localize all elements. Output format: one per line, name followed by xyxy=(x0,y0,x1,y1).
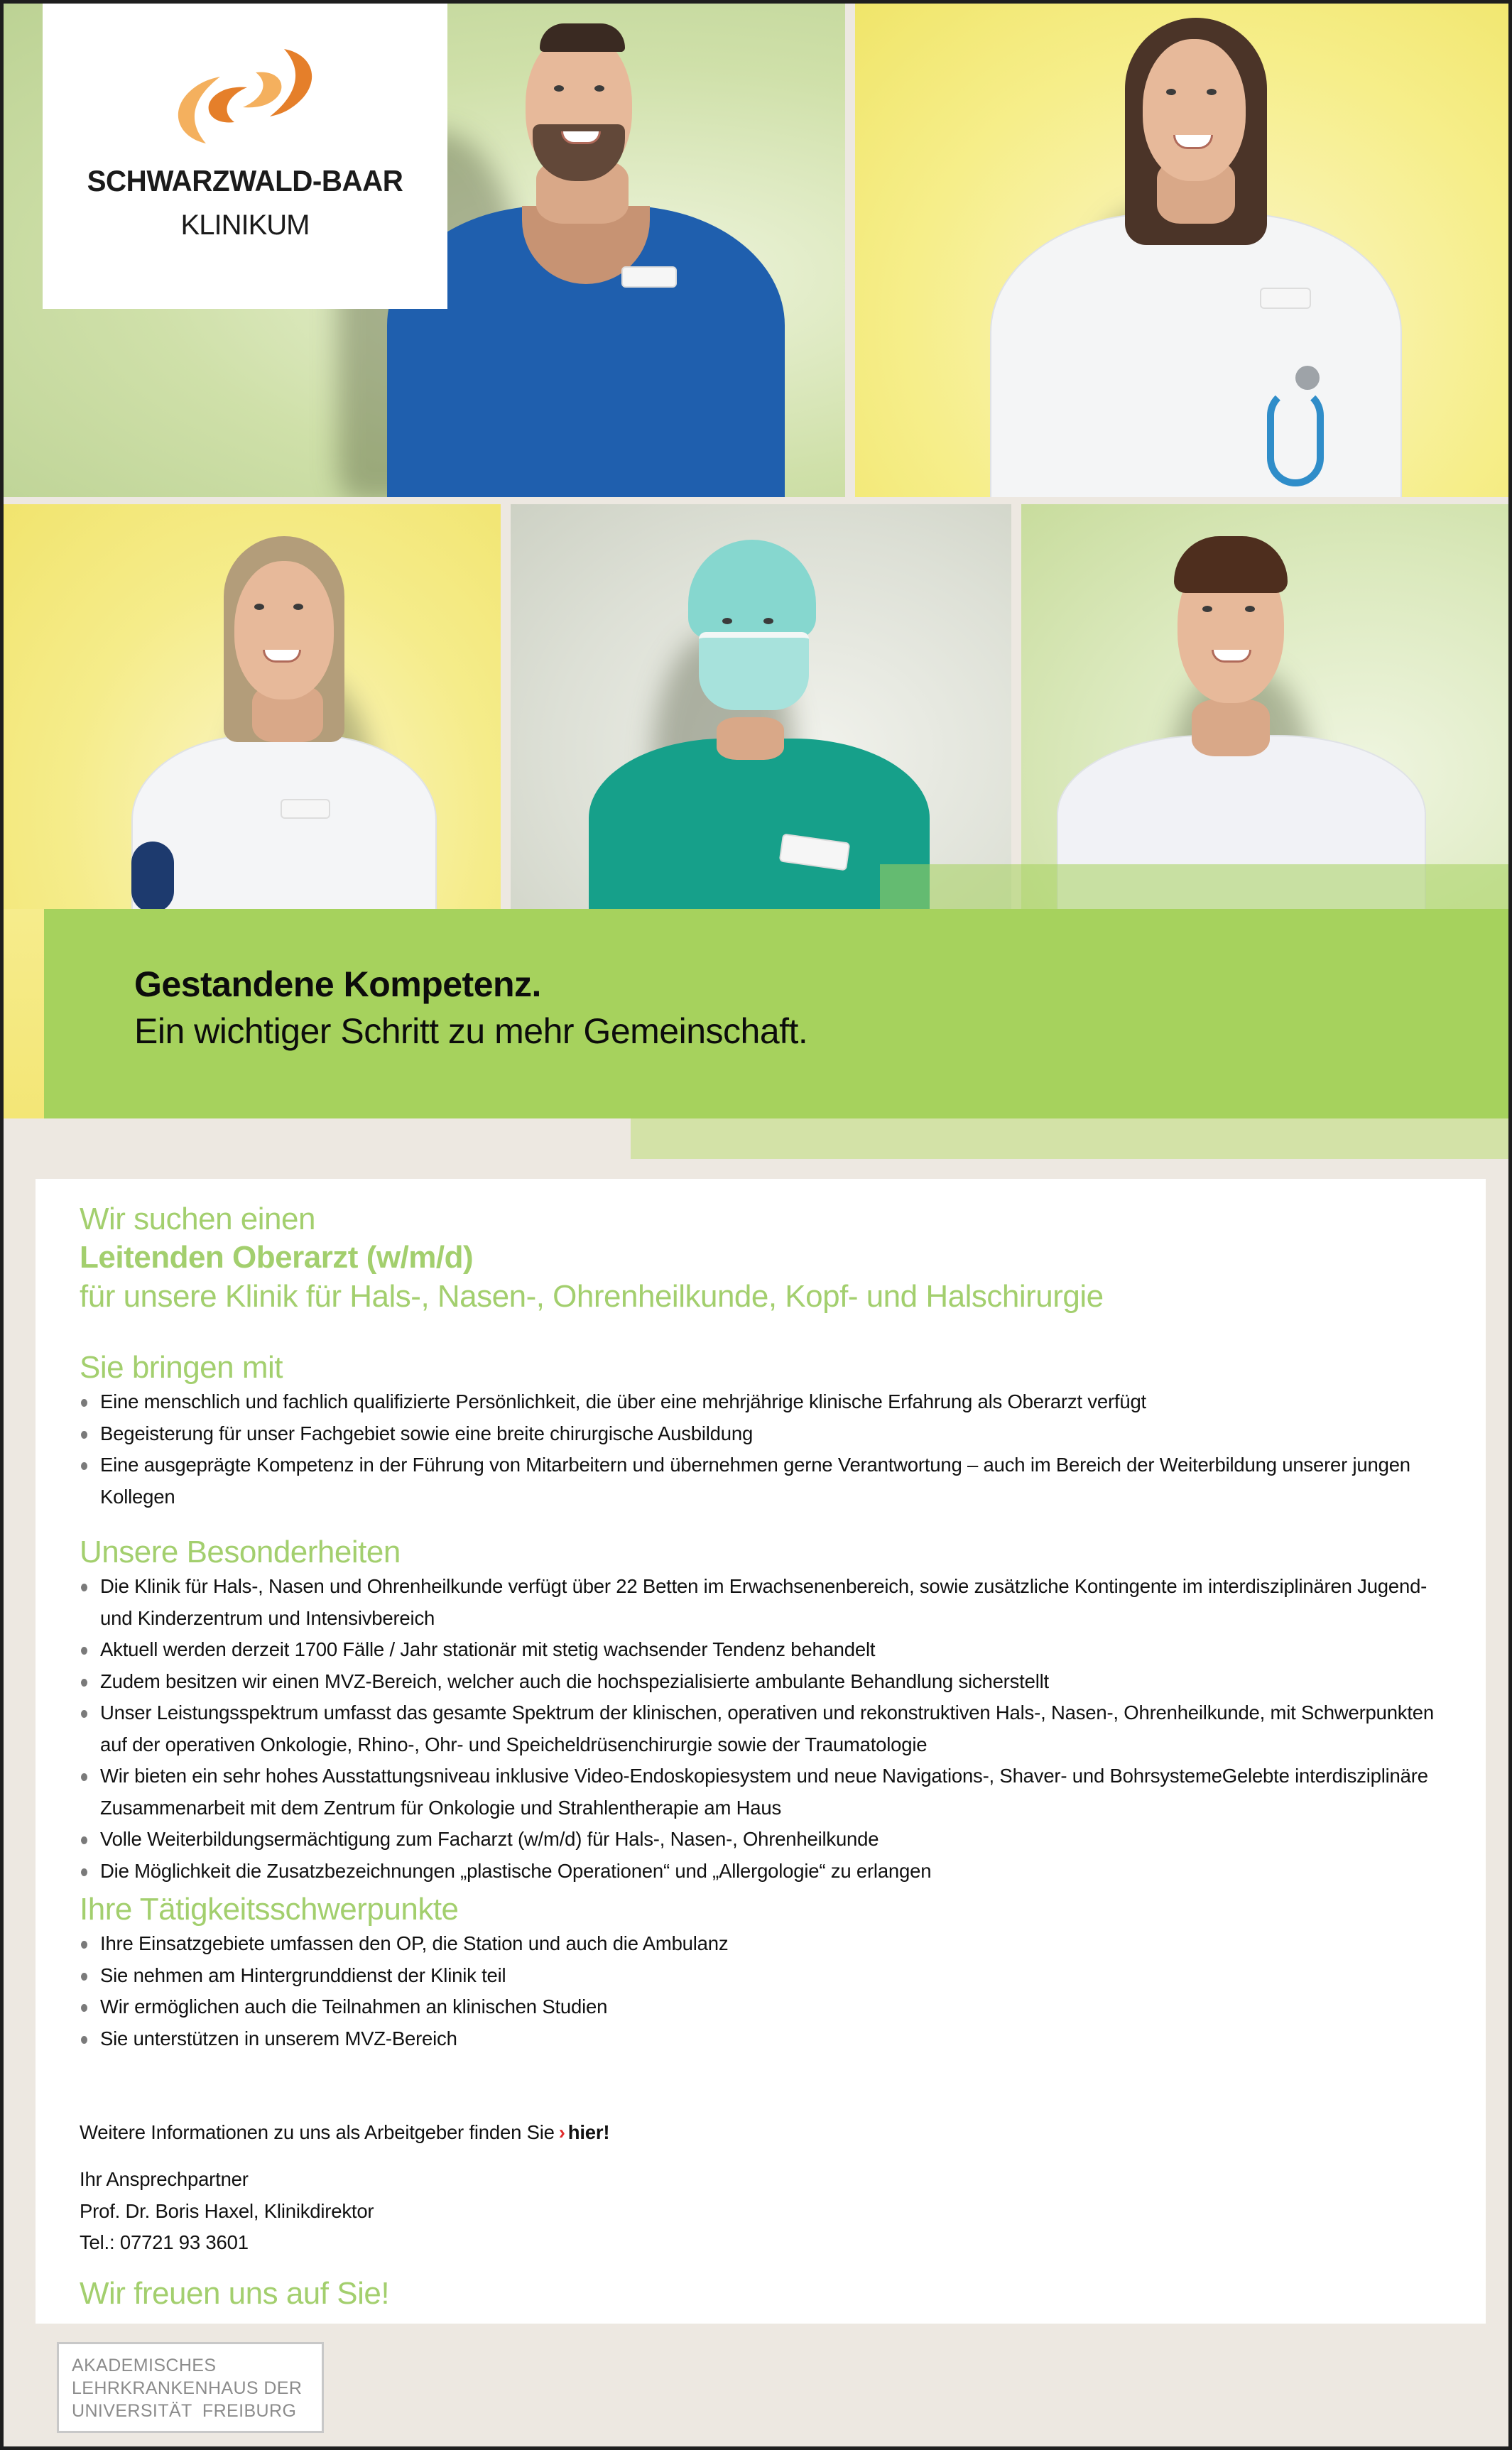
section-title: Unsere Besonderheiten xyxy=(80,1535,401,1569)
logo-subtitle: KLINIKUM xyxy=(180,209,310,241)
contact-label: Ihr Ansprechpartner xyxy=(80,2168,249,2190)
intro-line: Wir suchen einen xyxy=(80,1202,315,1236)
section-requirements xyxy=(80,1349,1450,1513)
section-title: Ihre Tätigkeitsschwerpunkte xyxy=(80,1892,459,1927)
features-list xyxy=(80,1571,1450,1887)
list-item: Wir bieten ein sehr hohes Ausstattungsniveau inklusive Video-Endoskopiesystem und neue Navigations-, Shaver- und BohrsystemeGelebte interdisziplinäre Zusammenarbeit mit dem Zentrum für Onkologie und Strahlentherapie am Haus xyxy=(80,1760,1450,1824)
university-teaching-hospital-badge xyxy=(57,2342,324,2433)
list-item: Volle Weiterbildungsermächtigung zum Facharzt (w/m/d) für Hals-, Nasen-, Ohrenheilkunde xyxy=(80,1824,1450,1856)
decorative-yellow-edge xyxy=(4,909,44,1118)
decorative-green-strip xyxy=(880,864,1508,914)
section-title: Sie bringen mit xyxy=(80,1350,283,1385)
headline-title: Gestandene Kompetenz. xyxy=(134,964,541,1004)
list-item: Zudem besitzen wir einen MVZ-Bereich, welcher auch die hochspezialisierte ambulante Behandlung sicherstellt xyxy=(80,1666,1450,1698)
photo-man-blue-scrubs xyxy=(4,4,845,497)
list-item: Sie unterstützen in unserem MVZ-Bereich xyxy=(80,2023,1450,2055)
job-intro xyxy=(80,1200,1104,1317)
photo-woman-blood-pressure xyxy=(4,504,501,916)
orange-swirl-logo-icon xyxy=(170,48,320,147)
logo-name: SCHWARZWALD-BAAR xyxy=(87,164,403,197)
list-item: Begeisterung für unser Fachgebiet sowie eine breite chirurgische Ausbildung xyxy=(80,1418,1450,1450)
decorative-light-green-band xyxy=(631,1118,1508,1159)
job-description-card xyxy=(36,1179,1486,2324)
department: für unsere Klinik für Hals-, Nasen-, Ohrenheilkunde, Kopf- und Halschirurgie xyxy=(80,1279,1104,1314)
list-item: Aktuell werden derzeit 1700 Fälle / Jahr stationär mit stetig wachsender Tendenz behandelt xyxy=(80,1634,1450,1666)
badge-line: UNIVERSITÄT FREIBURG xyxy=(72,2401,297,2421)
responsibilities-list xyxy=(80,1928,1450,2054)
employer-info-link[interactable]: hier! xyxy=(567,2121,610,2143)
more-info-text: Weitere Informationen zu uns als Arbeitgeber finden Sie xyxy=(80,2121,555,2143)
contact-block xyxy=(80,2164,374,2259)
list-item: Eine ausgeprägte Kompetenz in der Führung von Mitarbeitern und übernehmen gerne Verantwortung – auch im Bereich der Weiterbildung unserer jungen Kollegen xyxy=(80,1449,1450,1513)
more-info-line xyxy=(80,2121,609,2144)
contact-name: Prof. Dr. Boris Haxel, Klinikdirektor xyxy=(80,2199,374,2222)
job-title: Leitenden Oberarzt (w/m/d) xyxy=(80,1240,474,1275)
badge-line: LEHRKRANKENHAUS DER xyxy=(72,2378,303,2398)
photo-woman-stethoscope xyxy=(855,4,1508,497)
photo-man-white-coat xyxy=(1021,504,1508,916)
requirements-list xyxy=(80,1386,1450,1513)
job-advertisement xyxy=(4,4,1508,2446)
klinikum-logo xyxy=(43,4,447,309)
list-item: Die Klinik für Hals-, Nasen und Ohrenheilkunde verfügt über 22 Betten im Erwachsenenbereich, sowie zusätzliche Kontingente im interdisziplinären Jugend- und Kinderzentrum und Intensivbereich xyxy=(80,1571,1450,1634)
section-features xyxy=(80,1534,1450,1887)
headline-band xyxy=(44,909,1508,1118)
list-item: Wir ermöglichen auch die Teilnahmen an klinischen Studien xyxy=(80,1991,1450,2023)
section-responsibilities xyxy=(80,1891,1450,2054)
photo-surgeon-mask xyxy=(511,504,1011,916)
list-item: Sie nehmen am Hintergrunddienst der Klinik teil xyxy=(80,1960,1450,1992)
closing-line: Wir freuen uns auf Sie! xyxy=(80,2276,390,2311)
headline-subtitle: Ein wichtiger Schritt zu mehr Gemeinschaft. xyxy=(134,1011,808,1051)
list-item: Eine menschlich und fachlich qualifizierte Persönlichkeit, die über eine mehrjährige klinische Erfahrung als Oberarzt verfügt xyxy=(80,1386,1450,1418)
chevron-right-icon: › xyxy=(558,2121,565,2143)
badge-line: AKADEMISCHES xyxy=(72,2356,217,2375)
list-item: Die Möglichkeit die Zusatzbezeichnungen „plastische Operationen“ und „Allergologie“ zu erlangen xyxy=(80,1856,1450,1888)
contact-phone: Tel.: 07721 93 3601 xyxy=(80,2231,249,2253)
list-item: Ihre Einsatzgebiete umfassen den OP, die Station und auch die Ambulanz xyxy=(80,1928,1450,1960)
list-item: Unser Leistungsspektrum umfasst das gesamte Spektrum der klinischen, operativen und rekonstruktiven Hals-, Nasen-, Ohrenheilkunde, mit Schwerpunkten auf der operativen Onkologie, Rhino-, Ohr- und Speicheldrüsenchirurgie sowie der Traumatologie xyxy=(80,1697,1450,1760)
